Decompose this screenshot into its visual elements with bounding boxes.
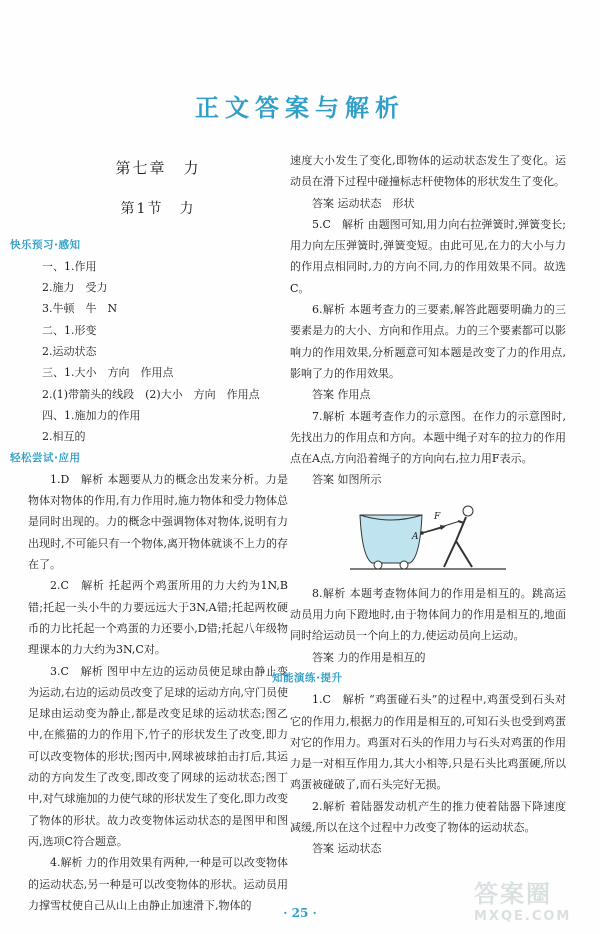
preview-item: 3.牛顿 牛 N <box>42 302 118 316</box>
tag-try: 轻松尝试·应用 <box>10 451 81 464</box>
answer-paragraph: 速度大小发生了变化,即物体的运动状态发生了变化。运动员在滑下过程中碰撞标志杆使物体的形状发生了变化。 <box>290 154 566 189</box>
answer-paragraph: 2.C 解析 托起两个鸡蛋所用的力大约为1N,B错;托起一头小牛的力要远远大于3N,A错;托起两枚硬币的力比托起一个鸡蛋的力还要小,D错;托起八年级物理课本的力大约为3N,C对。 <box>28 579 288 657</box>
answer-paragraph: 1.C 解析 “鸡蛋碰石头”的过程中,鸡蛋受到石头对它的作用力,根据力的作用是相互的,可知石头也受到鸡蛋对它的作用力。鸡蛋对石头的作用力与石头对鸡蛋的作用力是一对相互作用力,其大小相等,只是石头比鸡蛋硬,所以鸡蛋被碰破了,而石头完好无损。 <box>290 693 566 792</box>
watermark-logo: 答案圈 MXQE.COM <box>474 880 572 924</box>
tag-improve: 知能演练·提升 <box>272 671 343 684</box>
page-number: · 25 · <box>283 906 317 920</box>
answer-line: 答案 运动状态 <box>312 842 382 856</box>
chapter-heading: 第七章 力 <box>115 159 201 177</box>
preview-item: 2.施力 受力 <box>42 281 108 295</box>
answer-paragraph: 4.解析 力的作用效果有两种,一种是可以改变物体的运动状态,另一种是可以改变物体的形状。运动员用力撑雪杖使自己从山上由静止加速滑下,物体的 <box>28 856 288 912</box>
section-heading: 第1节 力 <box>120 201 196 218</box>
answer-line: 答案 运动状态 形状 <box>312 196 415 210</box>
answer-paragraph: 1.D 解析 本题要从力的概念出发来分析。力是物体对物体的作用,有力作用时,施力物体和受力物体总是同时出现的。力的概念中强调物体对物体,说明有力出现时,不可能只有一个物体,离开物体就谈不上力的存在了。 <box>28 472 288 572</box>
answer-paragraph: 8.解析 本题考查物体间力的作用是相互的。跳高运动员用力向下蹬地时,由于物体间力的作用是相互的,地面同时给运动员一个向上的力,使运动员向上运动。 <box>290 586 566 643</box>
label-a: A <box>412 531 419 542</box>
tag-preview: 快乐预习·感知 <box>10 238 81 251</box>
answer-line: 答案 作用点 <box>312 388 371 402</box>
preview-item: 2.(1)带箭头的线段 (2)大小 方向 作用点 <box>42 387 260 401</box>
answer-paragraph: 5.C 解析 由题图可知,用力向右拉弹簧时,弹簧变长;用力向左压弹簧时,弹簧变短。由此可见,在力的大小与力的作用点相同时,力的方向不同,力的作用效果不同。故选C。 <box>290 217 566 295</box>
preview-item: 二、1.形变 <box>42 323 97 337</box>
answer-paragraph: 7.解析 本题考查作力的示意图。在作力的示意图时,先找出力的作用点和方向。本题中绳子对车的拉力的作用点在A点,方向沿着绳子的方向向右,拉力用F表示。 <box>290 409 566 466</box>
label-f: F <box>434 511 441 522</box>
left-column <box>10 150 288 916</box>
answer-paragraph: 2.解析 着陆器发动机产生的推力使着陆器下降速度减缓,所以在这个过程中力改变了物体的运动状态。 <box>290 799 566 835</box>
preview-item: 四、1.施加力的作用 <box>42 408 141 422</box>
answer-paragraph: 6.解析 本题考查力的三要素,解答此题要明确力的三要素是力的大小、方向和作用点。力的三个要素都可以影响力的作用效果,分析题意可知本题是改变了力的作用点,影响了力的作用效果。 <box>290 303 566 380</box>
preview-item: 2.相互的 <box>42 430 86 444</box>
preview-item: 一、1.作用 <box>42 259 97 273</box>
answer-line: 答案 力的作用是相互的 <box>312 650 426 664</box>
preview-item: 2.运动状态 <box>42 345 97 359</box>
answer-line: 答案 如图所示 <box>312 473 382 487</box>
force-diagram <box>348 497 508 575</box>
right-column <box>272 150 566 860</box>
preview-item: 三、1.大小 方向 作用点 <box>42 366 174 380</box>
answer-paragraph: 3.C 解析 图甲中左边的运动员使足球由静止变为运动,右边的运动员改变了足球的运动方向,守门员使足球由运动变为静止,都是改变足球的运动状态;图乙中,在熊猫的力的作用下,竹子的形状发生了改变,即力可以改变物体的形状;图丙中,网球被球拍击打后,其运动的方向发生了改变,即改变了网球的运动状态;图丁中,对气球施加的力使气球的形状发生了变化,即力改变了物体的形状。故力改变物体运动状态的是图甲和图丙,选项C符合题意。 <box>28 664 288 848</box>
page-title: 正文答案与解析 <box>195 94 405 122</box>
